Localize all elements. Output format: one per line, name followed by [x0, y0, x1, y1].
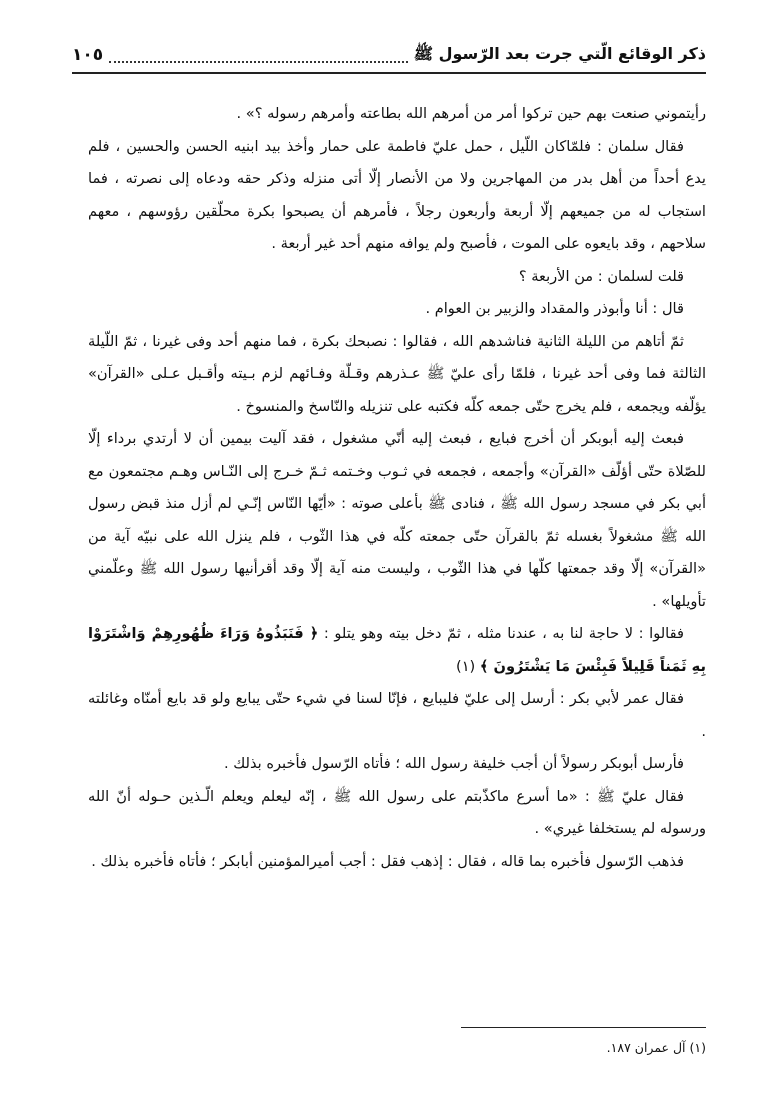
quran-verse: ﴿ فَنَبَذُوهُ وَرَاءَ ظُهُورِهِمْ وَاشْتَرَوْا بِهِ ثَمَناً قَلِيلاً فَبِئْسَ مَا يَشْتَرُونَ ﴾: [88, 625, 706, 675]
paragraph-7-text: فقالوا : لا حاجة لنا به ، عندنا مثله ، ثمّ دخل بيته وهو يتلو :: [323, 625, 684, 642]
paragraph-9: فأرسل أبوبكر رسولاً أن أجب خليفة رسول الله ؛ فأتاه الرّسول فأخبره بذلك .: [223, 755, 684, 772]
footnote-marker: (١): [455, 657, 476, 675]
running-header: [72, 38, 706, 74]
paragraph-3: قلت لسلمان : من الأربعة ؟: [518, 267, 684, 285]
paragraph-7: [88, 618, 706, 683]
paragraph-6: فبعث إليه أبوبكر أن أخرج فبايع ، فبعث إليه أنّي مشغول ، فقد آليت بيمين أن لا أرتدي برداء إلّا للصّلاة حتّى أؤلّف «القرآن» وأجمعه ، فجمعه في ثـوب وخـتمه ثـمّ خـرج إلى النّـاس وهـم مجتمعون مع أبي بكر في مسجد رسول الله ﷺ ، فنادى ﷺ بأعلى صوته : «أيّها النّاس إنّـي لم أزل منذ قبض رسول الله ﷺ مشغولاً بغسله ثمّ بالقرآن حتّى جمعته كلّه في هذا الثّوب ، فلم ينزل الله على نبيّه آية من «القرآن» إلّا وقد جمعتها كلّها في هذا الثّوب ، وليست منه آية إلّا وقد أقرأنيها رسول الله ﷺ وعلّمني تأويلها» .: [88, 430, 706, 610]
paragraph-1: رأيتموني صنعت بهم حين تركوا أمر من أمرهم الله بطاعته وأمرهم رسوله ؟» .: [236, 105, 706, 122]
paragraph-11: فذهب الرّسول فأخبره بما قاله ، فقال : إذهب فقل : أجب أميرالمؤمنين أبابكر ؛ فأتاه فأخبره بذلك .: [91, 852, 684, 870]
page-number: ١٠٥: [72, 45, 104, 65]
paragraph-10: فقال عليّ ﷺ : «ما أسرع ماكذّبتم على رسول الله ﷺ ، إنّه ليعلم ويعلم الّـذين حـوله أنّ الله ورسوله لم يستخلفا غيري» .: [88, 787, 706, 837]
header-dot-leader: [109, 51, 408, 63]
paragraph-8: فقال عمر لأبي بكر : أرسل إلى عليّ فليبايع ، فإنّا لسنا في شيء حتّى يبايع ولو قد بايع أمنّاه وغائلته .: [88, 690, 706, 740]
paragraph-2: فقال سلمان : فلمّاكان اللّيل ، حمل عليّ فاطمة على حمار وأخذ بيد ابنيه الحسن والحسين ، فلم يدع أحداً من أهل بدر من المهاجرين ولا من الأنصار إلّا أتى منزله وذكر حقه ودعاه إلى نصرته ، فما استجاب له من جميعهم إلّا أربعة وأربعون رجلاً ، فأمرهم أن يصبحوا بكرة محلّقين رؤوسهم ، معهم سلاحهم ، وقد بايعوه على الموت ، فأصبح ولم يوافه منهم أحد غير أربعة .: [88, 137, 706, 252]
paragraph-4: قال : أنا وأبوذر والمقداد والزبير بن العوام .: [425, 300, 684, 317]
main-text: [88, 98, 706, 878]
header-title: ذكر الوقائع الّتي جرت بعد الرّسول ﷺ: [413, 43, 706, 63]
footnote-divider: [461, 1027, 706, 1028]
paragraph-5: ثمّ أتاهم من الليلة الثانية فناشدهم الله ، فقالوا : نصبحك بكرة ، فما منهم أحد وفى غيرنا ، ثمّ اللّيلة الثالثة فما وفى أحد غيرنا ، فلمّا رأى عليّ ﷺ عـذرهم وقـلّة وفـائهم لزم بـيته وأقـبل عـلى «القرآن» يؤلّفه ويجمعه ، فلم يخرج حتّى جمعه كلّه فكتبه على تنزيله والنّاسخ والمنسوخ .: [88, 332, 706, 415]
footnote: (١) آل عمران ١٨٧.: [606, 1040, 706, 1055]
